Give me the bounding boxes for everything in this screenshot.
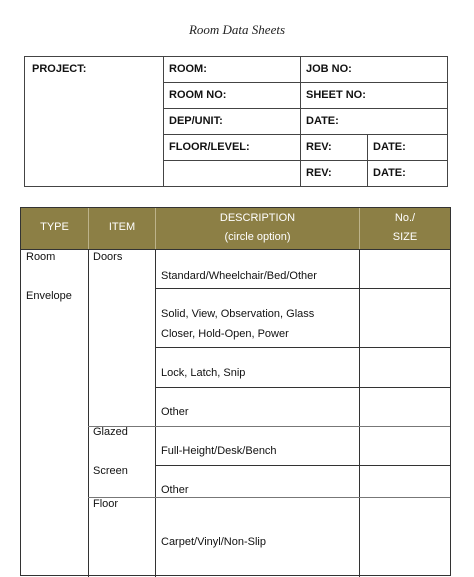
room-data-table bbox=[20, 207, 451, 576]
project-info-table bbox=[24, 56, 448, 187]
description-glazed-other: Other bbox=[161, 484, 189, 496]
item-screen: Screen bbox=[93, 465, 128, 477]
job-no-label: JOB NO: bbox=[306, 63, 352, 75]
column-header-no: No./ bbox=[394, 212, 416, 224]
column-header-item: ITEM bbox=[108, 221, 136, 233]
room-no-label: ROOM NO: bbox=[169, 89, 227, 101]
description-door-other: Other bbox=[161, 406, 189, 418]
column-header-description: DESCRIPTION bbox=[219, 212, 296, 224]
room-label: ROOM: bbox=[169, 63, 207, 75]
description-door-style: Solid, View, Observation, Glass bbox=[161, 308, 315, 320]
description-glazed-type: Full-Height/Desk/Bench bbox=[161, 445, 277, 457]
project-label: PROJECT: bbox=[32, 63, 87, 75]
date-label-2: DATE: bbox=[373, 141, 406, 153]
description-door-hardware: Closer, Hold-Open, Power bbox=[161, 328, 289, 340]
type-envelope: Envelope bbox=[26, 290, 72, 302]
item-floor: Floor bbox=[93, 498, 119, 510]
column-header-type: TYPE bbox=[40, 221, 69, 233]
type-room: Room bbox=[26, 251, 56, 263]
document-title: Room Data Sheets bbox=[188, 22, 286, 37]
date-label-1: DATE: bbox=[306, 115, 339, 127]
column-header-description-note: (circle option) bbox=[224, 231, 291, 243]
floor-level-label: FLOOR/LEVEL: bbox=[169, 141, 250, 153]
sheet-no-label: SHEET NO: bbox=[306, 89, 366, 101]
date-label-3: DATE: bbox=[373, 167, 406, 179]
table-header-row bbox=[21, 208, 450, 249]
column-header-size: SIZE bbox=[392, 231, 418, 243]
description-floor-type: Carpet/Vinyl/Non-Slip bbox=[161, 536, 266, 548]
description-door-lock: Lock, Latch, Snip bbox=[161, 367, 246, 379]
rev-label-2: REV: bbox=[306, 167, 332, 179]
item-glazed: Glazed bbox=[93, 426, 128, 438]
dep-unit-label: DEP/UNIT: bbox=[169, 115, 223, 127]
description-door-type: Standard/Wheelchair/Bed/Other bbox=[161, 270, 317, 282]
item-doors: Doors bbox=[93, 251, 123, 263]
rev-label-1: REV: bbox=[306, 141, 332, 153]
